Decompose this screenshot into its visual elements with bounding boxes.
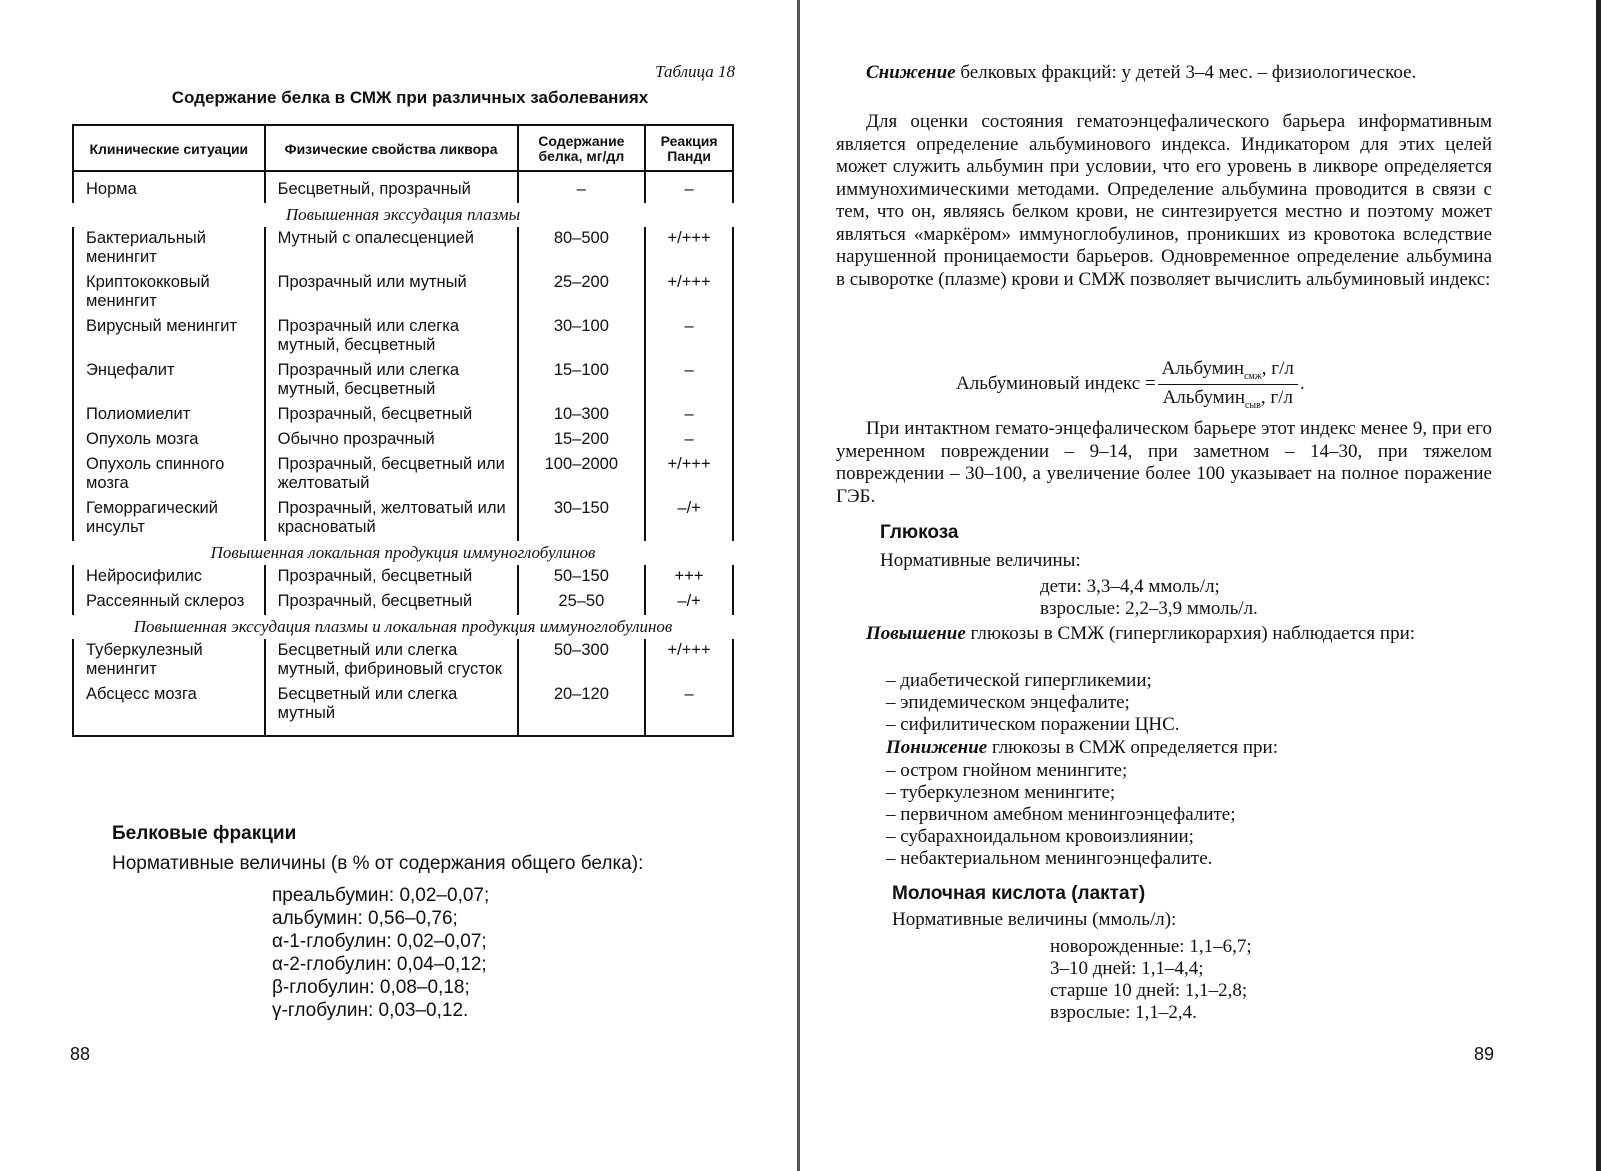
table-section-row (73, 203, 733, 227)
section-label: Повышенная экссудация плазмы и локальная продукция иммуноглобулинов (133, 617, 673, 636)
formula-label: Альбуминовый индекс = (956, 373, 1156, 395)
cell-pandy: – (645, 359, 733, 403)
cell-condition: Криптококковый менингит (73, 271, 265, 315)
cell-properties: Мутный с опалесценцией (265, 227, 518, 271)
list-item: – эпидемическом энцефалите; (886, 692, 1130, 713)
formula-end: . (1299, 373, 1305, 395)
list-item: – субарахноидальном кровоизлиянии; (886, 826, 1194, 847)
cell-properties: Бесцветный или слегка мутный (265, 683, 518, 736)
protein-table (72, 124, 734, 737)
formula-fraction (1158, 358, 1298, 411)
cell-protein: 10–300 (518, 403, 646, 428)
glucose-heading: Глюкоза (880, 522, 959, 543)
list-item: взрослые: 1,1–2,4. (1050, 1002, 1197, 1023)
section-label: Повышенная экссудация плазмы (285, 205, 521, 224)
formula-denominator: Альбумин$_{сыв}$, г/л (1162, 386, 1293, 411)
table-row (73, 315, 733, 359)
increase-text: глюкозы в СМЖ (гипергликорархия) наблюдается при: (965, 623, 1416, 644)
table-label: Таблица 18 (655, 62, 735, 81)
index-paragraph-block (836, 418, 1492, 508)
formula-numerator: Альбумин$_{смж}$, г/л (1158, 358, 1298, 385)
lactate-heading: Молочная кислота (лактат) (892, 883, 1146, 904)
cell-properties: Бесцветный или слегка мутный, фибриновый сгусток (265, 639, 518, 683)
list-item: альбумин: 0,56–0,76; (272, 908, 458, 929)
cell-pandy: – (645, 428, 733, 453)
list-item: преальбумин: 0,02–0,07; (272, 885, 490, 906)
table-row (73, 453, 733, 497)
cell-protein: – (518, 171, 646, 203)
list-item: – небактериальном менингоэнцефалите. (886, 848, 1213, 869)
cell-pandy: –/+ (645, 590, 733, 615)
lowering-paragraph (886, 737, 1278, 760)
list-item: β-глобулин: 0,08–0,18; (272, 977, 470, 998)
table-row (73, 171, 733, 203)
cell-condition: Энцефалит (73, 359, 265, 403)
cell-properties: Бесцветный, прозрачный (265, 171, 518, 203)
page-number: 89 (1474, 1044, 1495, 1064)
increase-paragraph (836, 623, 1492, 646)
cell-condition: Рассеянный склероз (73, 590, 265, 615)
decrease-paragraph (836, 62, 1492, 85)
cell-condition: Геморрагический инсульт (73, 497, 265, 541)
cell-pandy: +/+++ (645, 227, 733, 271)
barrier-paragraph: Для оценки состояния гематоэнцефалического барьера информативным является определение альбуминового индекса. Индикатором для этих целей может служить альбумин при условии, что его уровень в ликворе определяется иммунохимическими методами. Определение альбумина проводится в связи с тем, что он, являясь белком крови, не синтезируется местно и поэтому может являться «маркёром» иммуноглобулинов, проникших из кровотока вследствие нарушенной проницаемости барьеров. Одновременное определение альбумина в сыворотке (плазме) крови и СМЖ позволяет вычислить альбуминовый индекс: (836, 111, 1492, 290)
lowering-word: Понижение (886, 737, 988, 758)
table-header-row (73, 125, 733, 171)
increase-word: Повышение (866, 623, 966, 644)
lowering-list (886, 760, 1236, 870)
list-item: – первичном амебном менингоэнцефалите; (886, 804, 1236, 825)
cell-pandy: – (645, 171, 733, 203)
table-section-row (73, 541, 733, 565)
cell-pandy: +/+++ (645, 639, 733, 683)
cell-condition: Полиомиелит (73, 403, 265, 428)
cell-pandy: +/+++ (645, 453, 733, 497)
cell-protein: 25–50 (518, 590, 646, 615)
table-section-row (73, 615, 733, 639)
decrease-word: Снижение (866, 62, 956, 83)
list-item: – остром гнойном менингите; (886, 760, 1128, 781)
table-row (73, 428, 733, 453)
cell-properties: Прозрачный, бесцветный (265, 590, 518, 615)
albumin-index-formula (956, 358, 1305, 411)
table-row (73, 683, 733, 736)
cell-protein: 20–120 (518, 683, 646, 736)
cell-pandy: –/+ (645, 497, 733, 541)
page-number: 88 (70, 1044, 91, 1064)
fractions-list (272, 884, 489, 1022)
table-row (73, 590, 733, 615)
list-item: α-2-глобулин: 0,04–0,12; (272, 954, 487, 975)
cell-properties: Прозрачный или слегка мутный, бесцветный (265, 315, 518, 359)
cell-properties: Прозрачный или мутный (265, 271, 518, 315)
cell-condition: Вирусный менингит (73, 315, 265, 359)
list-item: старше 10 дней: 1,1–2,8; (1050, 980, 1248, 1001)
cell-protein: 100–2000 (518, 453, 646, 497)
section-label: Повышенная локальная продукция иммуноглобулинов (210, 543, 596, 562)
cell-condition: Абсцесс мозга (73, 683, 265, 736)
table-row (73, 639, 733, 683)
barrier-paragraph-block (836, 111, 1492, 291)
header-pandy: Реакция Панди (645, 125, 733, 171)
list-item: новорожденные: 1,1–6,7; (1050, 936, 1252, 957)
cell-properties: Прозрачный или слегка мутный, бесцветный (265, 359, 518, 403)
cell-pandy: – (645, 403, 733, 428)
page-gutter (797, 0, 800, 1171)
lactate-list (1050, 936, 1252, 1024)
left-page (0, 0, 800, 1171)
list-item: α-1-глобулин: 0,02–0,07; (272, 931, 487, 952)
list-item: 3–10 дней: 1,1–4,4; (1050, 958, 1204, 979)
cell-condition: Опухоль спинного мозга (73, 453, 265, 497)
cell-properties: Прозрачный, бесцветный (265, 565, 518, 590)
cell-condition: Опухоль мозга (73, 428, 265, 453)
cell-protein: 15–100 (518, 359, 646, 403)
cell-pandy: – (645, 315, 733, 359)
header-physical: Физические свойства ликвора (265, 125, 518, 171)
cell-condition: Туберкулезный менингит (73, 639, 265, 683)
table-title: Содержание белка в СМЖ при различных заболеваниях (171, 88, 649, 107)
cell-condition: Бактериальный менингит (73, 227, 265, 271)
table-row (73, 271, 733, 315)
cell-condition: Норма (73, 171, 265, 203)
glucose-children: дети: 3,3–4,4 ммоль/л; (1040, 576, 1220, 597)
cell-protein: 50–300 (518, 639, 646, 683)
cell-properties: Прозрачный, бесцветный или желтоватый (265, 453, 518, 497)
decrease-text: белковых фракций: у детей 3–4 мес. – физиологическое. (955, 62, 1417, 83)
cell-pandy: +/+++ (645, 271, 733, 315)
cell-pandy: – (645, 683, 733, 736)
page-edge (1596, 0, 1601, 1171)
cell-pandy: +++ (645, 565, 733, 590)
cell-properties: Прозрачный, бесцветный (265, 403, 518, 428)
cell-condition: Нейросифилис (73, 565, 265, 590)
glucose-norm-text: Нормативные величины: (880, 550, 1081, 571)
cell-protein: 25–200 (518, 271, 646, 315)
cell-protein: 30–150 (518, 497, 646, 541)
header-clinical: Клинические ситуации (73, 125, 265, 171)
lowering-text: глюкозы в СМЖ определяется при: (987, 737, 1278, 758)
table-row (73, 403, 733, 428)
list-item: γ-глобулин: 0,03–0,12. (272, 1000, 469, 1021)
glucose-adults: взрослые: 2,2–3,9 ммоль/л. (1040, 598, 1258, 619)
table-row (73, 227, 733, 271)
header-protein: Содержание белка, мг/дл (518, 125, 646, 171)
increase-list (886, 670, 1180, 736)
table-row (73, 497, 733, 541)
cell-properties: Прозрачный, желтоватый или красноватый (265, 497, 518, 541)
list-item: – туберкулезном менингите; (886, 782, 1116, 803)
fractions-norm-text: Нормативные величины (в % от содержания общего белка): (112, 853, 644, 874)
list-item: – сифилитическом поражении ЦНС. (886, 714, 1180, 735)
cell-protein: 50–150 (518, 565, 646, 590)
list-item: – диабетической гипергликемии; (886, 670, 1152, 691)
table-row (73, 565, 733, 590)
table-row (73, 359, 733, 403)
index-paragraph: При интактном гемато-энцефалическом барьере этот индекс менее 9, при его умеренном повреждении – 9–14, при заметном – 14–30, при тяжелом повреждении – 30–100, а увеличение более 100 указывает на полное поражение ГЭБ. (836, 418, 1492, 507)
cell-properties: Обычно прозрачный (265, 428, 518, 453)
lactate-norm-text: Нормативные величины (ммоль/л): (892, 909, 1177, 930)
cell-protein: 30–100 (518, 315, 646, 359)
cell-protein: 15–200 (518, 428, 646, 453)
cell-protein: 80–500 (518, 227, 646, 271)
fractions-heading: Белковые фракции (112, 823, 297, 844)
